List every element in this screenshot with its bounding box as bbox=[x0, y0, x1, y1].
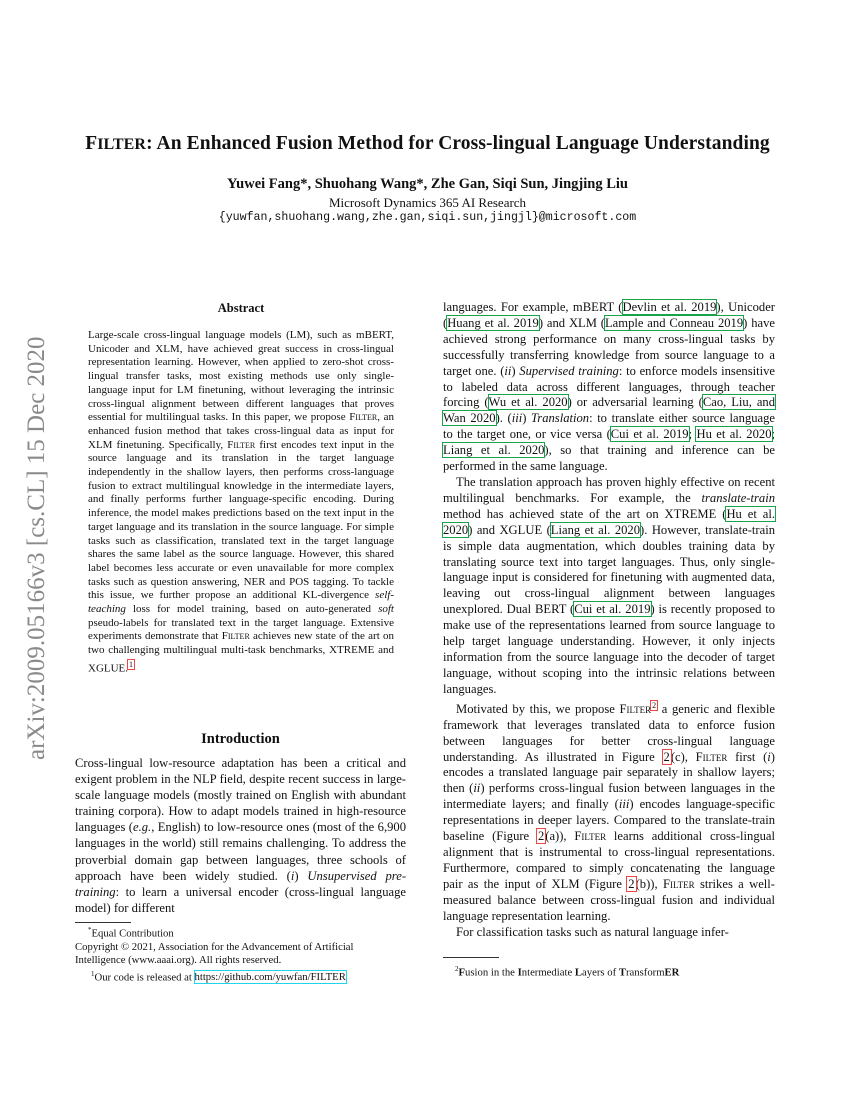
citation-link[interactable]: Wu et al. 2020 bbox=[488, 395, 568, 410]
citation-link[interactable]: Huang et al. 2019 bbox=[447, 315, 539, 330]
text-emph: ii bbox=[504, 363, 512, 378]
text-span: For classification tasks such as natural language infer- bbox=[456, 924, 729, 939]
text-span: first ( bbox=[727, 749, 768, 764]
intro-span: , English) to low-resource ones (most of the 6,900 languages in the world) still remains challenging. To address the proverbial domain gap between languages, three schools of approach have been widely studied. ( bbox=[75, 820, 407, 883]
text-emph: Translation bbox=[531, 411, 590, 426]
citation-link[interactable]: Hu et al. 2020 bbox=[443, 506, 776, 537]
introduction-text bbox=[75, 755, 406, 916]
figure-link[interactable]: 2 bbox=[663, 749, 670, 764]
intro-span: Cross-lingual low-resource adaptation has been a critical and exigent problem in the NLP field, despite recent success in large-scale language models (mostly trained on English with abundant training corpora). How to adapt models trained in high-resource languages ( bbox=[75, 756, 406, 835]
text-span: ) is recently proposed to make use of the representations learned from source language to help target language understanding. However, it only injects information from the source language into the decoder of target language, without scoping into the intrinsic relations between languages. bbox=[443, 602, 776, 696]
paragraph bbox=[443, 925, 775, 941]
abstract-span: , an enhanced fusion method that takes cross-lingual data as input for XLM finetuning. Specifically, bbox=[88, 411, 394, 451]
text-span: (a)), bbox=[545, 829, 575, 844]
abstract-span: achieves new state of the art on two challenging multilingual multi-task benchmarks, XTREME and XGLUE. bbox=[88, 630, 394, 675]
filter-name: Filter bbox=[619, 701, 652, 716]
filter-name: Filter bbox=[574, 829, 607, 844]
text-span: ) or adversarial learning ( bbox=[567, 395, 703, 410]
acronym-letter: F bbox=[458, 966, 466, 979]
acronym-letter: L bbox=[574, 966, 583, 979]
copyright: Copyright © 2021, Association for the Advancement of Artificial Intelligence (www.aaai.org). All rights reserved. bbox=[75, 940, 354, 966]
intro-span: ) bbox=[294, 868, 308, 883]
text-span: (c), bbox=[670, 749, 696, 764]
title-rest: : An Enhanced Fusion Method for Cross-lingual Language Understanding bbox=[146, 133, 770, 154]
text-span: The translation approach has proven highly effective on recent multilingual benchmarks. For example, the bbox=[443, 474, 775, 505]
filter-name: Filter bbox=[227, 438, 256, 451]
text-span: ). However, translate-train is simple data augmentation, which doubles training data by translating source text into target languages. Thus, only single-language input is considered for finetuning with augmented data, leaving out cross-lingual alignment between languages unexplored. Dual BERT ( bbox=[443, 522, 776, 617]
text-span: ) encodes language-specific representations in deeper layers. Compared to the translate-train baseline (Figure bbox=[443, 797, 775, 844]
paragraph bbox=[443, 698, 775, 925]
text-emph: i bbox=[767, 749, 771, 764]
arxiv-stamp-text: arXiv:2009.05166v3 [cs.CL] 15 Dec 2020 bbox=[23, 336, 50, 760]
acronym-letter: ER bbox=[664, 966, 680, 979]
intro-emph: e.g. bbox=[133, 820, 152, 835]
abstract-text bbox=[88, 329, 394, 676]
paragraph bbox=[443, 300, 775, 475]
text-span: ) and XGLUE ( bbox=[468, 522, 551, 537]
text-span: ) performs cross-lingual fusion between languages in the intermediate layers; and finally ( bbox=[443, 781, 775, 812]
abstract-emph: soft bbox=[378, 603, 394, 616]
citation-link[interactable]: Cui et al. 2019 bbox=[574, 602, 651, 617]
abstract-span: pseudo-labels for translated text in the target language. Extensive experiments demonstrate that bbox=[88, 616, 394, 643]
citation-link[interactable]: Liang et al. 2020 bbox=[443, 443, 545, 458]
citation-link[interactable]: Lample and Conneau 2019 bbox=[604, 315, 744, 330]
footnote-1-text: Our code is released at bbox=[94, 971, 195, 984]
citation-link[interactable]: Cui et al. 2019 bbox=[610, 427, 689, 442]
right-column-text bbox=[443, 300, 775, 940]
text-span: languages. For example, mBERT ( bbox=[443, 300, 623, 314]
authors: Yuwei Fang*, Shuohang Wang*, Zhe Gan, Siqi Sun, Jingjing Liu bbox=[227, 176, 628, 192]
footnote-2 bbox=[455, 963, 775, 980]
text-span: ), Unicoder ( bbox=[443, 300, 775, 330]
intro-emph: Unsupervised pre-training bbox=[75, 868, 407, 899]
filter-name: Filter bbox=[695, 749, 728, 764]
paper-title bbox=[70, 133, 785, 155]
citation-link[interactable]: Cao, Liu, and Wan 2020 bbox=[443, 395, 775, 426]
text-span: method has achieved state of the art on XTREME ( bbox=[443, 506, 727, 521]
intro-span: : to learn a universal encoder (cross-lingual language model) for different bbox=[75, 884, 406, 915]
text-span: : to enforce models insensitive to labeled data across different languages, through teacher forcing ( bbox=[443, 363, 775, 410]
citation-link[interactable]: Liang et al. 2020 bbox=[550, 522, 641, 537]
text-emph: iii bbox=[511, 411, 523, 426]
abstract-heading: Abstract bbox=[217, 301, 265, 315]
text-span: ) and XLM ( bbox=[538, 315, 605, 330]
footnote-star: * bbox=[88, 926, 92, 934]
footnote-rule bbox=[443, 957, 499, 958]
footnote-left bbox=[75, 924, 406, 984]
footnote-1-num: 1 bbox=[91, 969, 95, 978]
text-span: ), so that training and inference can be performed in the same language. bbox=[443, 443, 775, 474]
abstract-span: loss for model training, based on auto-generated bbox=[125, 603, 379, 616]
acronym-letter: I bbox=[517, 966, 522, 979]
footnote-2-num: 2 bbox=[455, 965, 459, 973]
acronym-letter: T bbox=[618, 966, 626, 979]
text-emph: translate-train bbox=[701, 490, 775, 505]
footnote-rule bbox=[75, 922, 131, 923]
fn2-span: ntermediate bbox=[521, 966, 575, 979]
intro-emph: i bbox=[290, 868, 295, 883]
text-span: ) encodes a translated language pair separately in shallow layers; then ( bbox=[443, 749, 775, 796]
arxiv-stamp bbox=[14, 290, 54, 760]
filter-name: Filter bbox=[221, 630, 250, 643]
filter-name: Filter bbox=[349, 411, 378, 424]
citation-link[interactable]: Devlin et al. 2019 bbox=[622, 300, 717, 314]
footnote-equal-text: Equal Contribution bbox=[91, 927, 174, 940]
text-span: strikes a well-measured balance between cross-lingual fusion and individual language representation learning. bbox=[443, 876, 775, 923]
text-span: ). ( bbox=[495, 411, 512, 426]
text-span: (b)), bbox=[635, 876, 663, 891]
abstract-span: first encodes text input in the source language and its translation in the target language independently in the shallow layers, then performs cross-language fusion to extract multilingual knowledge in the intermediate layers, and finally performs further language-specific encoding. During inference, the model makes predictions based on the text input in the target language and its translation in the source language. For simple tasks such as classification, translated text in the target language shares the same label as the source language. However, this shared label becomes less accurate or even unavailable for more complex tasks such as question answering, NER and POS tagging. To tackle this issue, we further propose an additional KL-divergence bbox=[88, 438, 394, 602]
figure-link[interactable]: 2 bbox=[628, 876, 635, 891]
fn2-span: ransform bbox=[625, 966, 665, 979]
abstract-emph: self-teaching bbox=[88, 589, 394, 616]
affiliation: Microsoft Dynamics 365 AI Research bbox=[328, 195, 527, 210]
title-filter: ILTER bbox=[97, 136, 147, 153]
footnote-equal bbox=[75, 924, 406, 941]
paragraph bbox=[443, 475, 775, 698]
introduction-heading: Introduction bbox=[201, 731, 280, 747]
text-span: Motivated by this, we propose bbox=[456, 701, 620, 716]
citation-link[interactable]: Hu et al. 2020 bbox=[696, 427, 772, 442]
footnote-1 bbox=[75, 968, 406, 985]
text-span: ; bbox=[688, 427, 697, 442]
footnote-2-link[interactable]: 2 bbox=[652, 700, 657, 710]
text-emph: iii bbox=[618, 797, 630, 812]
title-f: F bbox=[85, 133, 98, 154]
text-span: : to translate either source language to the target one, or vice versa ( bbox=[443, 411, 776, 442]
figure-link[interactable]: 2 bbox=[537, 829, 545, 844]
text-span: ; bbox=[771, 427, 775, 442]
text-span: ) bbox=[511, 363, 520, 378]
text-span: a generic and flexible framework that leverages translated data to enforce fusion between languages for better cross-lingual language understanding. As illustrated in Figure bbox=[443, 701, 775, 764]
text-span: ) bbox=[522, 411, 531, 426]
fn2-span: ayers of bbox=[582, 966, 619, 979]
filter-name: Filter bbox=[662, 876, 695, 891]
email: {yuwfan,shuohang.wang,zhe.gan,siqi.sun,jingjl}@microsoft.com bbox=[218, 211, 637, 224]
text-span: learns additional cross-lingual alignment that is instrumental to cross-lingual representations. Furthermore, compared to simply concatenating the language pair as the input of XLM (Figure bbox=[443, 829, 776, 891]
footnote-1-link[interactable]: 1 bbox=[129, 659, 134, 669]
fn2-span: usion in the bbox=[465, 966, 518, 979]
code-url-link[interactable]: https://github.com/yuwfan/FILTER bbox=[194, 971, 346, 984]
text-span: ) have achieved strong performance on many cross-lingual tasks by successfully transferring knowledge from source language to a target one. ( bbox=[443, 315, 775, 378]
abstract-span: Large-scale cross-lingual language models (LM), such as mBERT, Unicoder and XLM, have achieved great success in cross-lingual representation learning. However, when applied to zero-shot cross-lingual transfer tasks, most existing methods use only single-language input for LM finetuning, without leveraging the intrinsic cross-lingual alignment between different languages that proves essential for multilingual tasks. In this paper, we propose bbox=[88, 329, 394, 424]
text-emph: ii bbox=[473, 781, 481, 796]
text-emph: Supervised training bbox=[519, 363, 619, 378]
